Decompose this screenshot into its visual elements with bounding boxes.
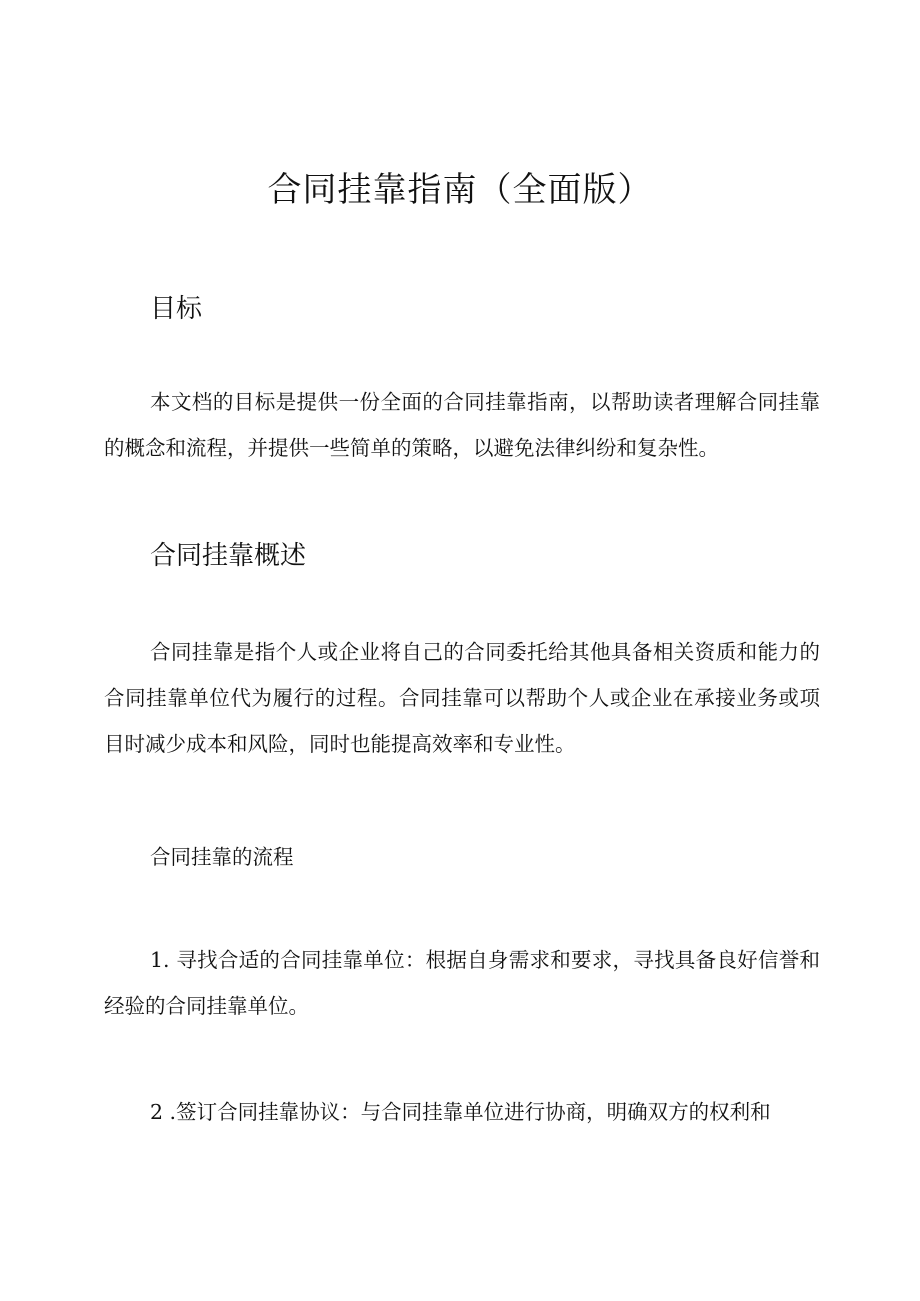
process-step-2: 2 .签订合同挂靠协议：与合同挂靠单位进行协商，明确双方的权利和 <box>150 1100 771 1124</box>
goal-paragraph: 本文档的目标是提供一份全面的合同挂靠指南，以帮助读者理解合同挂靠的概念和流程，并提供一些简单的策略，以避免法律纠纷和复杂性。 <box>104 390 820 460</box>
process-step-1: 1. 寻找合适的合同挂靠单位：根据自身需求和要求，寻找具备良好信誉和经验的合同挂靠单位。 <box>104 948 820 1018</box>
overview-paragraph: 合同挂靠是指个人或企业将自己的合同委托给其他具备相关资质和能力的合同挂靠单位代为履行的过程。合同挂靠可以帮助个人或企业在承接业务或项目时减少成本和风险，同时也能提高效率和专业性。 <box>104 640 820 756</box>
process-subheading: 合同挂靠的流程 <box>150 845 294 869</box>
section-heading-goal: 目标 <box>150 294 203 324</box>
document-title: 合同挂靠指南（全面版） <box>267 170 653 210</box>
section-heading-overview: 合同挂靠概述 <box>150 541 307 571</box>
